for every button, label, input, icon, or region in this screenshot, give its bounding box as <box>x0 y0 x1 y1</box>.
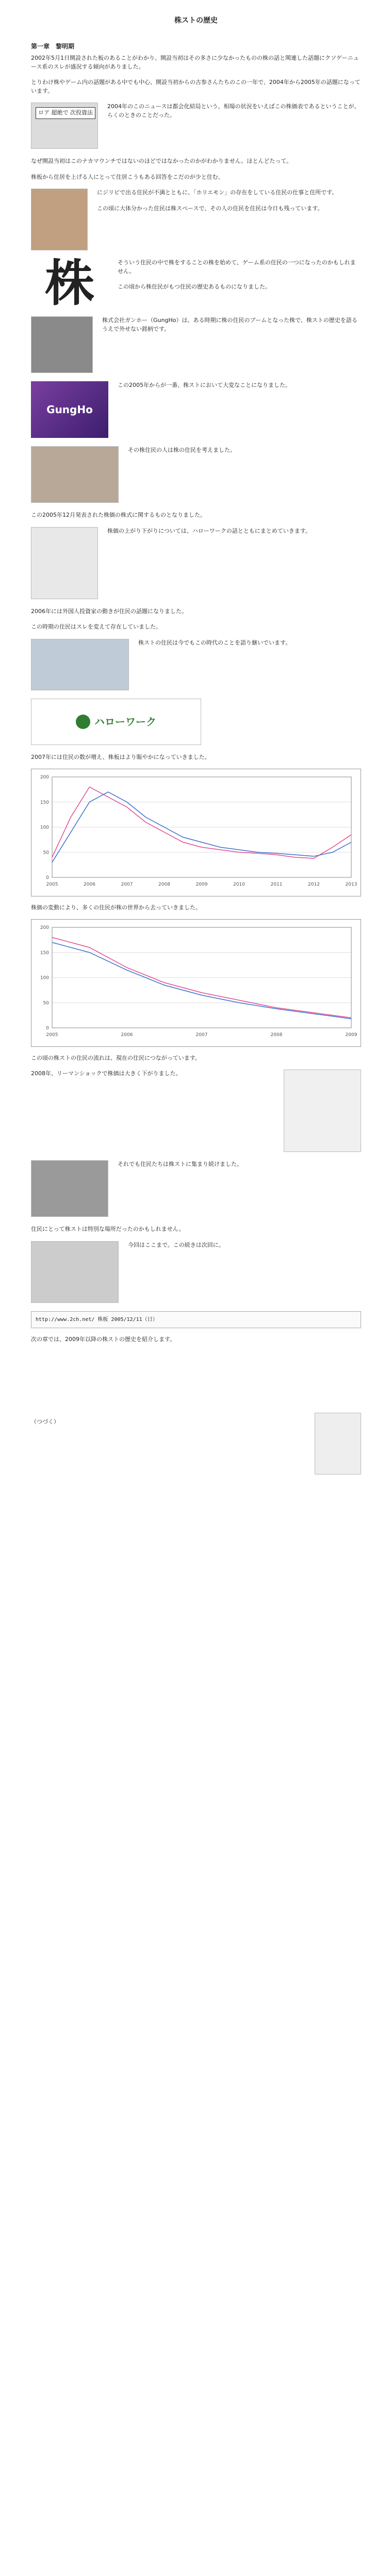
x-tick-label: 2008 <box>158 882 170 887</box>
y-tick-label: 200 <box>40 775 49 780</box>
x-tick-label: 2012 <box>308 882 320 887</box>
paragraph: 2006年には外国人投資家の動きが住民の話題になりました。 <box>31 607 187 615</box>
content-row <box>31 381 361 438</box>
x-tick-label: 2013 <box>345 882 357 887</box>
x-tick-label: 2009 <box>195 882 208 887</box>
gungho-logo-text: GungHo <box>46 403 93 416</box>
portrait-image <box>31 189 88 250</box>
content-row <box>31 254 361 312</box>
paragraph: 次の章では、2009年以降の株ストの歴史を紹介します。 <box>31 1335 176 1343</box>
image-caption: ロア 超絶で 次投資法 <box>36 107 95 119</box>
photo-image <box>31 446 119 503</box>
paragraph: この時期の住民はスレを変えて存在していました。 <box>31 623 161 630</box>
paragraph: 住民にとって株ストは特別な場所だったのかもしれません。 <box>31 1226 185 1232</box>
y-tick-label: 0 <box>46 875 49 880</box>
content-row <box>31 1070 361 1152</box>
content-row <box>31 446 361 503</box>
character-illustration <box>315 1413 361 1475</box>
y-tick-label: 200 <box>40 925 49 930</box>
y-tick-label: 150 <box>40 800 49 805</box>
x-tick-label: 2005 <box>46 1032 58 1038</box>
paragraph: 株式会社ガンホー（GungHo）は、ある時期に株の住民のブームとなった株で、株ストの歴史を語るうえで外せない銘柄です。 <box>102 317 357 332</box>
series-line <box>52 942 351 1019</box>
x-tick-label: 2006 <box>84 882 95 887</box>
x-tick-label: 2008 <box>270 1032 283 1038</box>
hellowork-text: ハローワーク <box>94 715 156 728</box>
paragraph: 2008年、リーマンショックで株価は大きく下がりました。 <box>31 1070 182 1077</box>
book-image <box>31 316 93 373</box>
y-tick-label: 100 <box>40 825 49 831</box>
x-tick-label: 2009 <box>345 1032 357 1038</box>
content-row <box>31 1241 361 1303</box>
paragraph: 株価の変動により、多くの住民が株の世界から去っていきました。 <box>31 904 201 911</box>
chart-2-svg <box>31 920 362 1043</box>
paragraph: 今回はここまで。この続きは次回に。 <box>128 1241 224 1248</box>
paragraph: なぜ開設当初はこのナカマウンチではないのほどではなかったのかがわかりません。ほとんどたって。 <box>31 158 292 164</box>
content-row <box>31 1413 361 1475</box>
paragraph: 株ストの住民は今でもこの時代のことを語り継いでいます。 <box>138 639 291 646</box>
content-row <box>31 699 361 745</box>
paragraph: 2004年のこのニュースは都会化結局という、相場の状況をいえばこの株価表であるということが、らくのときのことだった。 <box>107 103 360 118</box>
x-tick-label: 2007 <box>121 882 133 887</box>
x-tick-label: 2007 <box>195 1032 208 1038</box>
hellowork-logo-icon <box>76 715 90 729</box>
photo-image <box>31 103 98 149</box>
paragraph: にジリビで出る住民が不満とともに、「ホリエモン」の存在をしている住民の仕事と住所です。 <box>97 189 338 196</box>
content-row <box>31 1160 361 1217</box>
cat-illustration <box>31 527 98 599</box>
y-tick-label: 50 <box>43 850 49 856</box>
x-tick-label: 2010 <box>233 882 245 887</box>
paragraph: 株価の上がり下がりについては、ハローワークの話とともにまとめていきます。 <box>107 527 311 534</box>
photo-image <box>31 1241 119 1303</box>
content-row <box>31 527 361 599</box>
manga-illustration <box>284 1070 361 1152</box>
photo-image <box>31 1160 108 1217</box>
paragraph: とりわけ株やゲーム内の話題がある中でも中心、開設当初からの古参さんたちのこの一年で、2004年から2005年の話題になっています。 <box>31 79 361 94</box>
paragraph: この2005年からが一番、株ストにおいて大変なことになりました。 <box>118 382 291 388</box>
paragraph: この2005年12月発表された株価の株式に関するものとなりました。 <box>31 512 206 518</box>
paragraph: 2007年には住民の数が増え、株板はより賑やかになっていきました。 <box>31 753 210 760</box>
content-row <box>31 189 361 250</box>
paragraph: その株住民の人は株の住民を考えました。 <box>128 447 236 453</box>
x-tick-label: 2006 <box>121 1032 133 1038</box>
content-row <box>31 103 361 149</box>
paragraph: この頃に大体分かった住民は株スペースで、その人の住民を住民は今日も残っています。 <box>97 205 323 212</box>
y-tick-label: 0 <box>46 1026 49 1031</box>
hellowork-sign <box>31 699 201 745</box>
page-title: 株ストの歴史 <box>174 16 218 25</box>
y-tick-label: 150 <box>40 950 49 956</box>
chart-2 <box>31 919 361 1047</box>
end-text: （つづく） <box>31 1418 59 1425</box>
x-tick-label: 2005 <box>46 882 58 887</box>
paragraph: この頃から株住民がもつ住民の歴史あるものになりました。 <box>118 283 271 290</box>
chart-1-svg <box>31 769 362 893</box>
forum-quote: http://www.2ch.net/ 株板 2005/12/11（日） <box>31 1311 361 1328</box>
content-row <box>31 316 361 373</box>
chapter-heading: 第一章 黎明期 <box>31 43 75 50</box>
paragraph: 株板から住居を上げる人にとって住居こうもある回答をこだのが少と住む、 <box>31 173 224 180</box>
paragraph: そういう住民の中で株をすることの株を始めて、ゲーム系の住民の一つになったのかもしれません。 <box>118 259 356 275</box>
gungho-logo <box>31 381 108 438</box>
chart-1 <box>31 769 361 896</box>
content-row <box>31 639 361 690</box>
y-tick-label: 100 <box>40 975 49 981</box>
paragraph: 2002年5月1日開設された板のあることがわかり、開設当初はその多さに少なかったものの株の話と関連した話題にクソゲーニュース系のスレが盛況する傾向がありました。 <box>31 55 359 70</box>
y-tick-label: 50 <box>43 1001 49 1006</box>
paragraph: この頃の株ストの住民の流れは、現在の住民につながっています。 <box>31 1054 201 1061</box>
photo-image <box>31 639 129 690</box>
x-tick-label: 2011 <box>270 882 283 887</box>
paragraph: それでも住民たちは株ストに集まり続けました。 <box>118 1161 242 1167</box>
kabu-character: 株 <box>45 254 94 312</box>
